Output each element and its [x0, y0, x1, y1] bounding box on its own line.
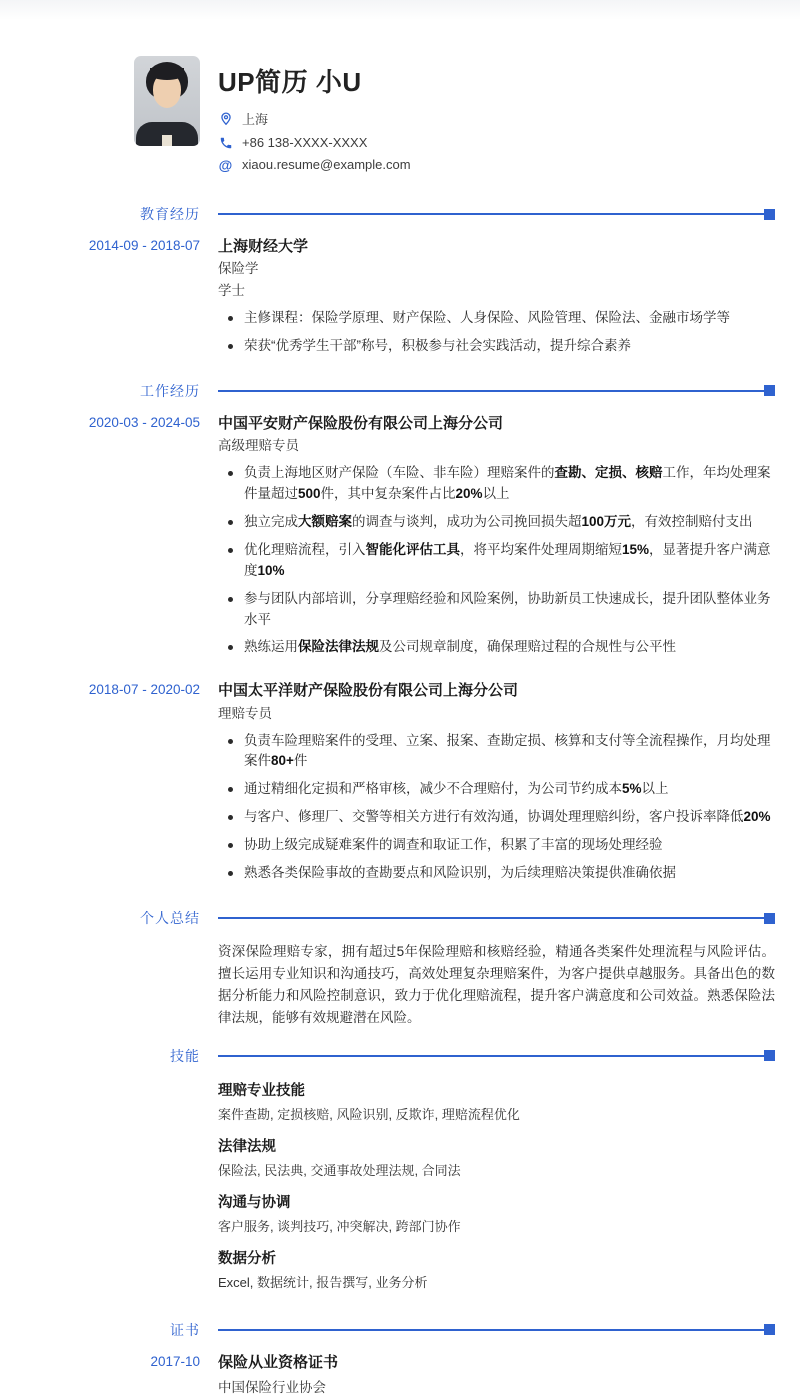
skill-group-name: 沟通与协调	[218, 1194, 291, 1211]
skill-group-items: 保险法, 民法典, 交通事故处理法规, 合同法	[218, 1162, 461, 1178]
contact-location-text: 上海	[242, 112, 269, 127]
work-bullet: 熟练运用保险法律法规及公司规章制度，确保理赔过程的合规性与公平性	[218, 637, 775, 658]
education-bullet: 主修课程：保险学原理、财产保险、人身保险、风险管理、保险法、金融市场学等	[218, 308, 775, 329]
certificate-name: 保险从业资格证书	[218, 1353, 339, 1371]
work-bullet: 与客户、修理厂、交警等相关方进行有效沟通，协调处理理赔纠纷，客户投诉率降低20%	[218, 807, 775, 828]
section-header-skills	[0, 1046, 775, 1066]
work-bullet: 负责上海地区财产保险（车险、非车险）理赔案件的查勘、定损、核赔工作，年均处理案件量超过500件，其中复杂案件占比20%以上	[218, 463, 775, 505]
education-entry	[0, 237, 775, 364]
certificate-issuer: 中国保险行业协会	[218, 1379, 326, 1395]
section-rule	[218, 385, 775, 396]
section-rule-line	[218, 213, 764, 215]
contact-phone-text: +86 138-XXXX-XXXX	[242, 135, 368, 150]
work-bullet: 优化理赔流程，引入智能化评估工具，将平均案件处理周期缩短15%，显著提升客户满意度10%	[218, 540, 775, 582]
section-rule	[218, 1324, 775, 1335]
work-company: 中国平安财产保险股份有限公司上海分公司	[218, 414, 504, 432]
section-rule-line	[218, 1055, 764, 1057]
section-title-work: 工作经历	[140, 382, 200, 399]
skill-group-items: Excel, 数据统计, 报告撰写, 业务分析	[218, 1274, 428, 1290]
skill-group	[218, 1191, 775, 1235]
contact-phone	[218, 135, 775, 150]
work-bullet-list	[218, 463, 775, 658]
education-date: 2014-09 - 2018-07	[88, 238, 200, 253]
education-school: 上海财经大学	[218, 238, 309, 255]
work-bullet: 独立完成大额赔案的调查与谈判，成功为公司挽回损失超100万元，有效控制赔付支出	[218, 512, 775, 533]
skill-group-items: 客户服务, 谈判技巧, 冲突解决, 跨部门协作	[218, 1218, 461, 1234]
skill-group	[218, 1135, 775, 1179]
section-rule-line	[218, 1329, 764, 1331]
work-date: 2018-07 - 2020-02	[88, 682, 200, 698]
skills-entry	[0, 1079, 775, 1303]
work-entry-2	[0, 681, 775, 891]
skill-group	[218, 1247, 775, 1291]
work-bullet-list	[218, 731, 775, 885]
section-title-certificates: 证书	[170, 1321, 200, 1338]
skill-group-name: 数据分析	[218, 1250, 276, 1267]
summary-entry	[0, 941, 775, 1028]
skill-group	[218, 1079, 775, 1123]
work-bullet: 熟悉各类保险事故的查勘要点和风险识别，为后续理赔决策提供准确依据	[218, 863, 775, 884]
skill-group-items: 案件查勘, 定损核赔, 风险识别, 反欺诈, 理赔流程优化	[218, 1106, 520, 1122]
skill-group-name: 理赔专业技能	[218, 1082, 305, 1099]
avatar	[134, 56, 200, 146]
section-rule-endcap	[764, 385, 775, 396]
education-bullet: 荣获“优秀学生干部”称号，积极参与社会实践活动，提升综合素养	[218, 336, 775, 357]
skill-group-name: 法律法规	[218, 1138, 276, 1155]
education-bullet-list	[218, 308, 775, 357]
contact-email	[218, 157, 775, 172]
section-rule-endcap	[764, 1050, 775, 1061]
education-degree: 学士	[218, 283, 245, 299]
section-title-summary: 个人总结	[140, 910, 200, 927]
work-bullet: 参与团队内部培训，分享理赔经验和风险案例，协助新员工快速成长，提升团队整体业务水平	[218, 589, 775, 631]
section-rule-line	[218, 917, 764, 919]
work-entry-1	[0, 414, 775, 666]
section-rule-endcap	[764, 209, 775, 220]
work-date: 2020-03 - 2024-05	[88, 414, 200, 430]
section-title-skills: 技能	[170, 1047, 200, 1064]
work-role: 高级理赔专员	[218, 438, 299, 454]
contact-location	[218, 109, 775, 128]
section-header-certificates	[0, 1320, 775, 1340]
email-icon: @	[218, 156, 233, 173]
section-rule	[218, 913, 775, 924]
education-major: 保险学	[218, 261, 259, 277]
section-rule-line	[218, 390, 764, 392]
contact-email-text: xiaou.resume@example.com	[242, 157, 411, 172]
section-header-summary	[0, 908, 775, 928]
section-rule	[218, 1050, 775, 1061]
certificate-date: 2017-10	[150, 1353, 200, 1369]
avatar-shirt	[162, 135, 172, 146]
phone-icon	[218, 135, 233, 150]
work-bullet: 通过精细化定损和严格审核，减少不合理赔付，为公司节约成本5%以上	[218, 779, 775, 800]
section-rule	[218, 209, 775, 220]
summary-text: 资深保险理赔专家，拥有超过5年保险理赔和核赔经验，精通各类案件处理流程与风险评估。擅长运用专业知识和沟通技巧，高效处理复杂理赔案件，为客户提供卓越服务。具备出色的数据分析能力和风险控制意识，致力于优化理赔流程，提升客户满意度和公司效益。熟悉保险法律法规，能够有效规避潜在风险。	[218, 944, 775, 1025]
work-role: 理赔专员	[218, 705, 272, 721]
section-title-education: 教育经历	[140, 206, 200, 222]
section-rule-endcap	[764, 1324, 775, 1335]
section-rule-endcap	[764, 913, 775, 924]
work-bullet: 负责车险理赔案件的受理、立案、报案、查勘定损、核算和支付等全流程操作，月均处理案件80+件	[218, 731, 775, 773]
work-company: 中国太平洋财产保险股份有限公司上海分公司	[218, 682, 519, 700]
page-title: UP简历 小U	[218, 67, 362, 97]
certificate-entry	[0, 1353, 775, 1396]
resume-header	[0, 56, 775, 179]
work-bullet: 协助上级完成疑难案件的调查和取证工作，积累了丰富的现场处理经验	[218, 835, 775, 856]
section-header-education	[0, 204, 775, 224]
location-icon	[218, 111, 233, 126]
section-header-work	[0, 381, 775, 401]
avatar-bangs	[150, 68, 184, 80]
